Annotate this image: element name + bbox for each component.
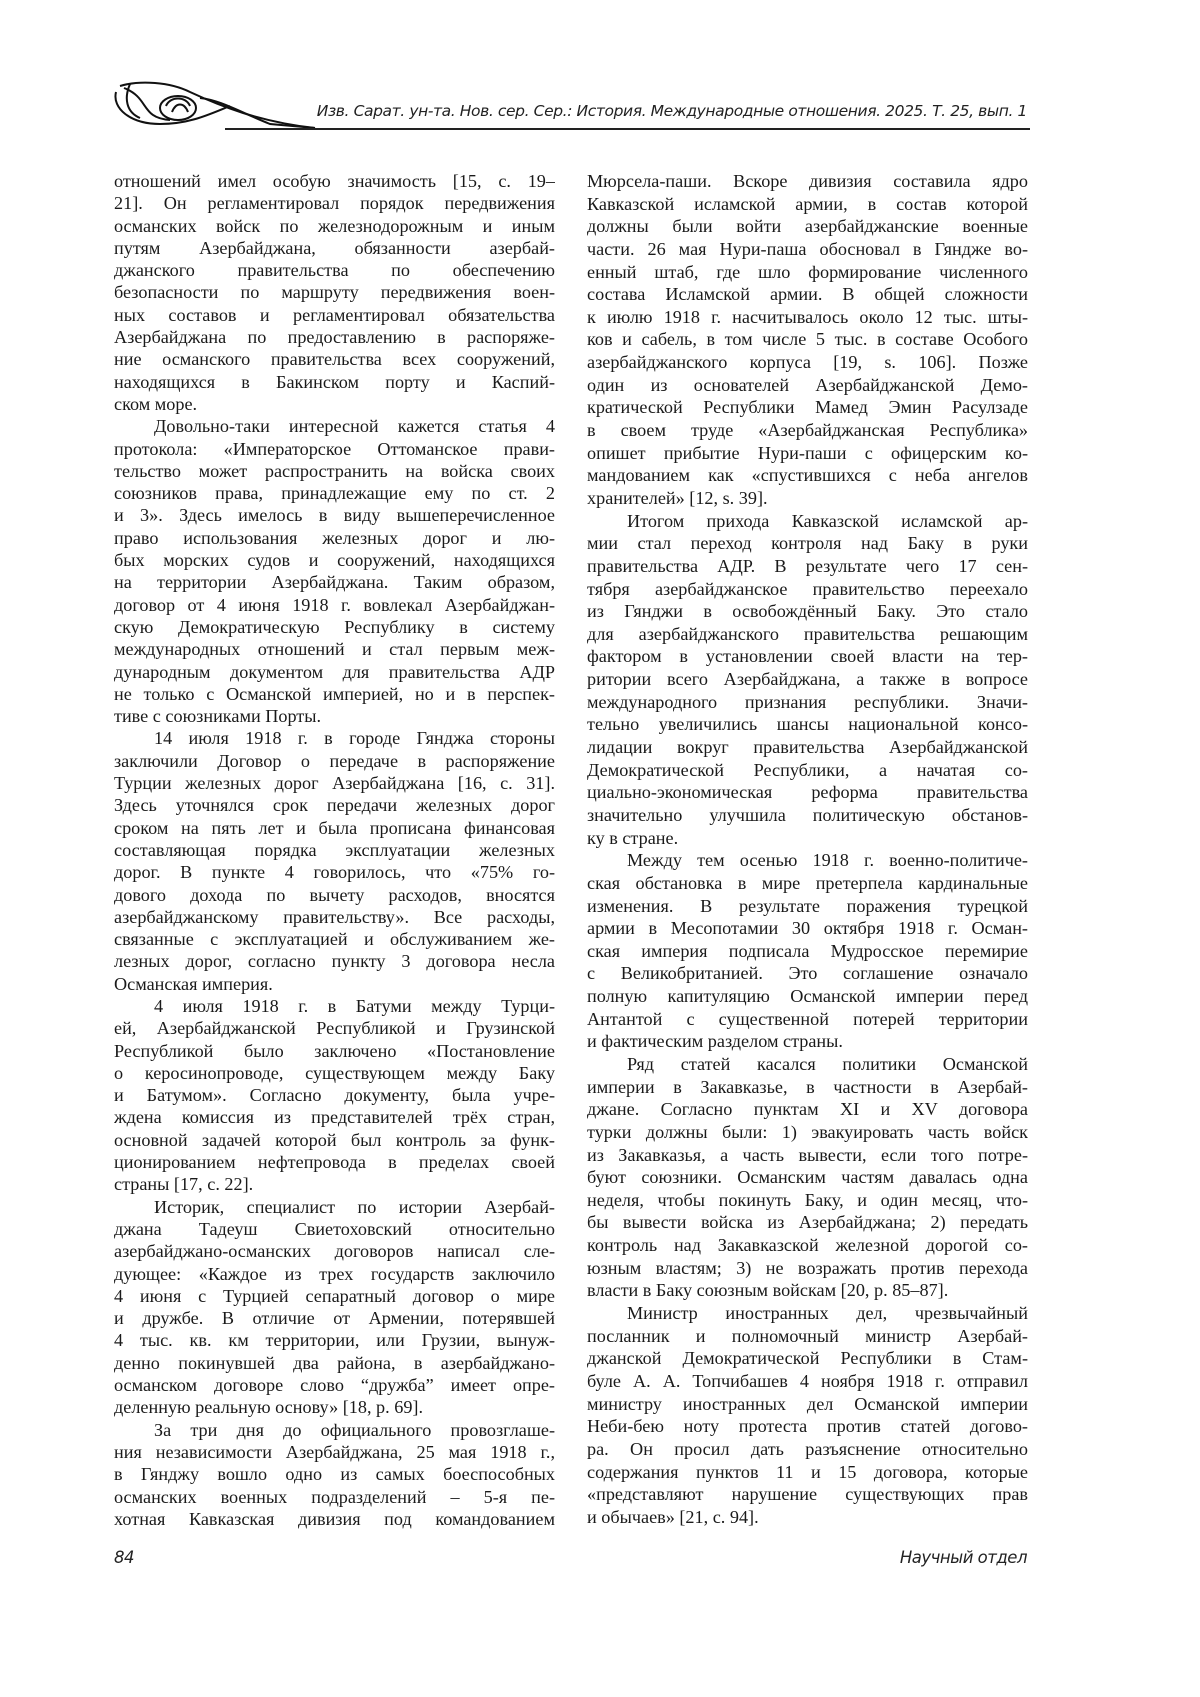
text-line: в своем труде «Азербайджанская Республика» bbox=[587, 419, 1028, 442]
text-line: Здесь уточнялся срок передачи железных дорог bbox=[114, 794, 555, 816]
text-line: ния независимости Азербайджана, 25 мая 1918 г., bbox=[114, 1441, 555, 1463]
text-line: ей, Азербайджанской Республикой и Грузинской bbox=[114, 1017, 555, 1039]
text-line: протокола: «Императорское Оттоманское прави- bbox=[114, 438, 555, 460]
text-line: в Гянджу вошло одно из самых боеспособных bbox=[114, 1463, 555, 1485]
text-line: международных отношений и стал первым меж- bbox=[114, 638, 555, 660]
text-line: о керосинопроводе, существующем между Баку bbox=[114, 1062, 555, 1084]
text-line: связанные с эксплуатацией и обслуживанием же- bbox=[114, 928, 555, 950]
text-line: должны были войти азербайджанские военные bbox=[587, 215, 1028, 238]
text-line: составляющая порядка эксплуатации железных bbox=[114, 839, 555, 861]
text-line: ных составов и регламентировал обязательства bbox=[114, 304, 555, 326]
text-line: ков и сабель, в том числе 5 тыс. в составе Особого bbox=[587, 328, 1028, 351]
text-line: ние османского правительства всех сооружений, bbox=[114, 348, 555, 370]
text-line: дующее: «Каждое из трех государств заключило bbox=[114, 1263, 555, 1285]
text-line: лидации вокруг правительства Азербайджанской bbox=[587, 736, 1028, 759]
text-line: договор от 4 июня 1918 г. вовлекал Азербайджан- bbox=[114, 594, 555, 616]
text-line: страны [17, с. 22]. bbox=[114, 1173, 555, 1195]
text-line: 14 июля 1918 г. в городе Гянджа стороны bbox=[114, 727, 555, 749]
text-line: буют союзники. Османским частям давалась одна bbox=[587, 1166, 1028, 1189]
text-line: и фактическим разделом страны. bbox=[587, 1030, 1028, 1053]
text-line: тября азербайджанское правительство переехало bbox=[587, 578, 1028, 601]
text-line: скую Демократическую Республику в систему bbox=[114, 616, 555, 638]
text-line: Республикой было заключено «Постановление bbox=[114, 1040, 555, 1062]
running-title: Изв. Сарат. ун-та. Нов. сер. Сер.: История. Международные отношения. 2025. Т. 25, вып. 1 bbox=[317, 102, 1027, 120]
text-line: турки должны были: 1) эвакуировать часть войск bbox=[587, 1121, 1028, 1144]
text-line: безопасности по маршруту передвижения воен- bbox=[114, 281, 555, 303]
text-line: буле А. А. Топчибашев 4 ноября 1918 г. отправил bbox=[587, 1370, 1028, 1393]
text-line: тельно увеличились шансы национальной консо- bbox=[587, 713, 1028, 736]
text-line: османских войск по железнодорожным и иным bbox=[114, 215, 555, 237]
text-line: содержания пунктов 11 и 15 договора, которые bbox=[587, 1461, 1028, 1484]
text-line: Кавказской исламской армии, в состав которой bbox=[587, 193, 1028, 216]
text-line: сроком на пять лет и была прописана финансовая bbox=[114, 817, 555, 839]
text-line: бых морских судов и сооружений, находящихся bbox=[114, 549, 555, 571]
text-line: тельство может распространить на войска своих bbox=[114, 460, 555, 482]
text-line: джане. Согласно пунктам XI и XV договора bbox=[587, 1098, 1028, 1121]
text-line: основной задачей которой был контроль за функ- bbox=[114, 1129, 555, 1151]
text-line: хранителей» [12, s. 39]. bbox=[587, 487, 1028, 510]
section-name: Научный отдел bbox=[900, 1548, 1027, 1567]
text-line: денно покинувшей два района, в азербайджано- bbox=[114, 1352, 555, 1374]
text-line: 4 тыс. кв. км территории, или Грузии, вынуж- bbox=[114, 1329, 555, 1351]
text-line: деленную реальную основу» [18, p. 69]. bbox=[114, 1396, 555, 1418]
text-line: опишет прибытие Нури-паши с офицерским ко- bbox=[587, 442, 1028, 465]
text-line: мии стал переход контроля над Баку в руки bbox=[587, 532, 1028, 555]
text-line: Итогом прихода Кавказской исламской ар- bbox=[587, 510, 1028, 533]
text-line: право использования железных дорог и лю- bbox=[114, 527, 555, 549]
text-line: армии в Месопотамии 30 октября 1918 г. Осман- bbox=[587, 917, 1028, 940]
text-line: и Батумом». Согласно документу, была учре- bbox=[114, 1084, 555, 1106]
text-line: и дружбе. В отличие от Армении, потерявшей bbox=[114, 1307, 555, 1329]
text-line: из Закавказья, а часть вывести, если того потре- bbox=[587, 1144, 1028, 1167]
text-line: юзным властям; 3) не возражать против перехода bbox=[587, 1257, 1028, 1280]
text-line: Османская империя. bbox=[114, 973, 555, 995]
text-line: на территории Азербайджана. Таким образом, bbox=[114, 571, 555, 593]
text-line: части. 26 мая Нури-паша обосновал в Гяндже во- bbox=[587, 238, 1028, 261]
text-line: дународным документом для правительства АДР bbox=[114, 661, 555, 683]
text-line: заключили Договор о передаче в распоряжение bbox=[114, 750, 555, 772]
text-line: Демократической Республики, а начатая со- bbox=[587, 759, 1028, 782]
text-line: Азербайджана по предоставлению в распоряже- bbox=[114, 326, 555, 348]
text-line: азербайджано-османских договоров написал сле- bbox=[114, 1240, 555, 1262]
text-line: и 3». Здесь имелось в виду вышеперечисленное bbox=[114, 504, 555, 526]
text-line: мандованием как «спустившихся с неба ангелов bbox=[587, 464, 1028, 487]
text-line: ская империя подписала Мудросское перемирие bbox=[587, 940, 1028, 963]
text-line: ском море. bbox=[114, 393, 555, 415]
text-line: азербайджанского корпуса [19, s. 106]. Позже bbox=[587, 351, 1028, 374]
text-line: Антантой с существенной потерей территории bbox=[587, 1008, 1028, 1031]
text-line: 4 июня с Турцией сепаратный договор о мире bbox=[114, 1285, 555, 1307]
text-line: За три дня до официального провозглаше- bbox=[114, 1419, 555, 1441]
text-line: Мюрсела-паши. Вскоре дивизия составила ядро bbox=[587, 170, 1028, 193]
text-line: Между тем осенью 1918 г. военно-политиче- bbox=[587, 849, 1028, 872]
text-line: Ряд статей касался политики Османской bbox=[587, 1053, 1028, 1076]
text-column-left bbox=[114, 170, 555, 1530]
text-line: османском договоре слово “дружба” имеет опре- bbox=[114, 1374, 555, 1396]
text-line: к июлю 1918 г. насчитывалось около 12 тыс. шты- bbox=[587, 306, 1028, 329]
text-line: не только с Османской империей, но и в перспек- bbox=[114, 683, 555, 705]
text-line: кратической Республики Мамед Эмин Расулзаде bbox=[587, 396, 1028, 419]
text-line: циально-экономическая реформа правительства bbox=[587, 781, 1028, 804]
text-line: лезных дорог, согласно пункту 3 договора несла bbox=[114, 950, 555, 972]
text-line: путям Азербайджана, обязанности азербай- bbox=[114, 237, 555, 259]
text-line: власти в Баку союзным войскам [20, p. 85–87]. bbox=[587, 1279, 1028, 1302]
running-header bbox=[100, 72, 1030, 132]
text-line: международного признания республики. Значи- bbox=[587, 691, 1028, 714]
text-line: изменения. В результате поражения турецкой bbox=[587, 895, 1028, 918]
text-line: империи в Закавказье, в частности в Азербай- bbox=[587, 1076, 1028, 1099]
text-line: ционированием нефтепровода в пределах своей bbox=[114, 1151, 555, 1173]
text-line: контроль над Закавказской железной дорогой со- bbox=[587, 1234, 1028, 1257]
text-line: полную капитуляцию Османской империи перед bbox=[587, 985, 1028, 1008]
ornament-logo-icon bbox=[110, 78, 320, 130]
text-line: ская обстановка в мире претерпела кардинальные bbox=[587, 872, 1028, 895]
text-line: правительства АДР. В результате чего 17 сен- bbox=[587, 555, 1028, 578]
text-line: для азербайджанского правительства решающим bbox=[587, 623, 1028, 646]
text-line: Неби-бею ноту протеста против статей догово- bbox=[587, 1415, 1028, 1438]
header-rule bbox=[225, 128, 1030, 130]
text-line: Турции железных дорог Азербайджана [16, с. 31]. bbox=[114, 772, 555, 794]
text-line: неделя, чтобы покинуть Баку, и один месяц, что- bbox=[587, 1189, 1028, 1212]
text-line: и обычаев» [21, с. 94]. bbox=[587, 1506, 1028, 1529]
text-line: 21]. Он регламентировал порядок передвижения bbox=[114, 192, 555, 214]
text-line: джанского правительства по обеспечению bbox=[114, 259, 555, 281]
text-line: «представляют нарушение существующих прав bbox=[587, 1483, 1028, 1506]
text-line: ра. Он просил дать разъяснение относительно bbox=[587, 1438, 1028, 1461]
text-line: енный штаб, где шло формирование численного bbox=[587, 261, 1028, 284]
text-line: дового дохода по вычету расходов, вносятся bbox=[114, 884, 555, 906]
page-number: 84 bbox=[114, 1548, 134, 1567]
text-line: тиве с союзниками Порты. bbox=[114, 705, 555, 727]
text-line: значительно улучшила политическую обстанов- bbox=[587, 804, 1028, 827]
text-line: османских военных подразделений – 5-я пе- bbox=[114, 1486, 555, 1508]
text-line: азербайджанскому правительству». Все расходы, bbox=[114, 906, 555, 928]
text-line: Довольно-таки интересной кажется статья 4 bbox=[114, 415, 555, 437]
text-line: джана Тадеуш Свиетоховский относительно bbox=[114, 1218, 555, 1240]
text-line: из Гянджи в освобождённый Баку. Это стало bbox=[587, 600, 1028, 623]
text-line: с Великобританией. Это соглашение означало bbox=[587, 962, 1028, 985]
text-line: отношений имел особую значимость [15, с. 19– bbox=[114, 170, 555, 192]
text-line: Историк, специалист по истории Азербай- bbox=[114, 1196, 555, 1218]
text-line: один из основателей Азербайджанской Демо- bbox=[587, 374, 1028, 397]
text-line: ку в стране. bbox=[587, 827, 1028, 850]
text-line: бы вывести войска из Азербайджана; 2) передать bbox=[587, 1211, 1028, 1234]
text-line: 4 июля 1918 г. в Батуми между Турци- bbox=[114, 995, 555, 1017]
text-line: министру иностранных дел Османской империи bbox=[587, 1393, 1028, 1416]
text-line: союзников права, принадлежащие ему по ст. 2 bbox=[114, 482, 555, 504]
text-column-right bbox=[587, 170, 1028, 1528]
text-line: Министр иностранных дел, чрезвычайный bbox=[587, 1302, 1028, 1325]
text-line: ритории всего Азербайджана, а также в вопросе bbox=[587, 668, 1028, 691]
text-line: джанской Демократической Республики в Стам- bbox=[587, 1347, 1028, 1370]
text-line: хотная Кавказская дивизия под командованием bbox=[114, 1508, 555, 1530]
text-line: посланник и полномочный министр Азербай- bbox=[587, 1325, 1028, 1348]
text-line: фактором в установлении своей власти на тер- bbox=[587, 645, 1028, 668]
text-line: состава Исламской армии. В общей сложности bbox=[587, 283, 1028, 306]
text-line: дорог. В пункте 4 говорилось, что «75% го- bbox=[114, 861, 555, 883]
text-line: находящихся в Бакинском порту и Каспий- bbox=[114, 371, 555, 393]
text-line: ждена комиссия из представителей трёх стран, bbox=[114, 1106, 555, 1128]
